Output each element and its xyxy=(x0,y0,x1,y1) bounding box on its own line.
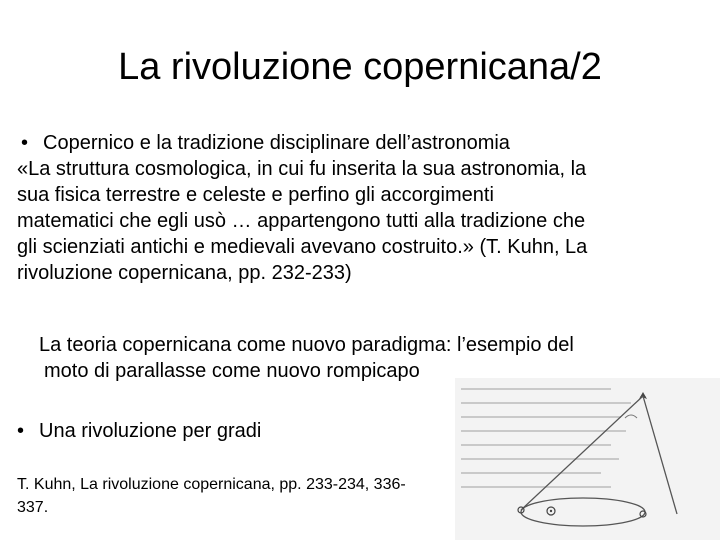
sight-line-right xyxy=(643,396,677,514)
slide-title: La rivoluzione copernicana/2 xyxy=(118,46,602,88)
bullet-text-line: La teoria copernicana come nuovo paradigma: l’esempio del xyxy=(39,334,574,356)
quote-line: «La struttura cosmologica, in cui fu inserita la sua astronomia, la xyxy=(17,158,587,180)
kuhn-quote xyxy=(17,156,707,286)
bullet-text: Una rivoluzione per gradi xyxy=(39,420,262,442)
earth-orbit xyxy=(521,498,645,526)
bullet-text-line: moto di parallasse come nuovo rompicapo xyxy=(44,360,420,382)
footnote xyxy=(17,473,467,519)
quote-line: rivoluzione copernicana, pp. 232-233) xyxy=(17,262,352,284)
parallax-sketch xyxy=(455,378,720,540)
bullet-copernico xyxy=(17,130,707,286)
bullet-paradigma xyxy=(17,332,707,384)
quote-line: matematici che egli usò … appartengono tutti alla tradizione che xyxy=(17,210,586,232)
bullet-heading: Copernico e la tradizione disciplinare dell’astronomia xyxy=(43,132,510,154)
footnote-line: T. Kuhn, La rivoluzione copernicana, pp. 233-234, 336- xyxy=(17,476,406,493)
bullet-marker: • xyxy=(17,420,25,442)
quote-line: gli scienziati antichi e medievali avevano costruito.» (T. Kuhn, La xyxy=(17,236,588,258)
bullet-marker xyxy=(17,332,39,358)
bullet-marker: • xyxy=(21,132,29,154)
parallax-diagram-image xyxy=(455,378,720,540)
parallax-angle-arc xyxy=(625,415,637,418)
footnote-line: 337. xyxy=(17,499,49,516)
sight-line-left xyxy=(521,396,643,510)
quote-line: sua fisica terrestre e celeste e perfino gli accorgimenti xyxy=(17,184,494,206)
